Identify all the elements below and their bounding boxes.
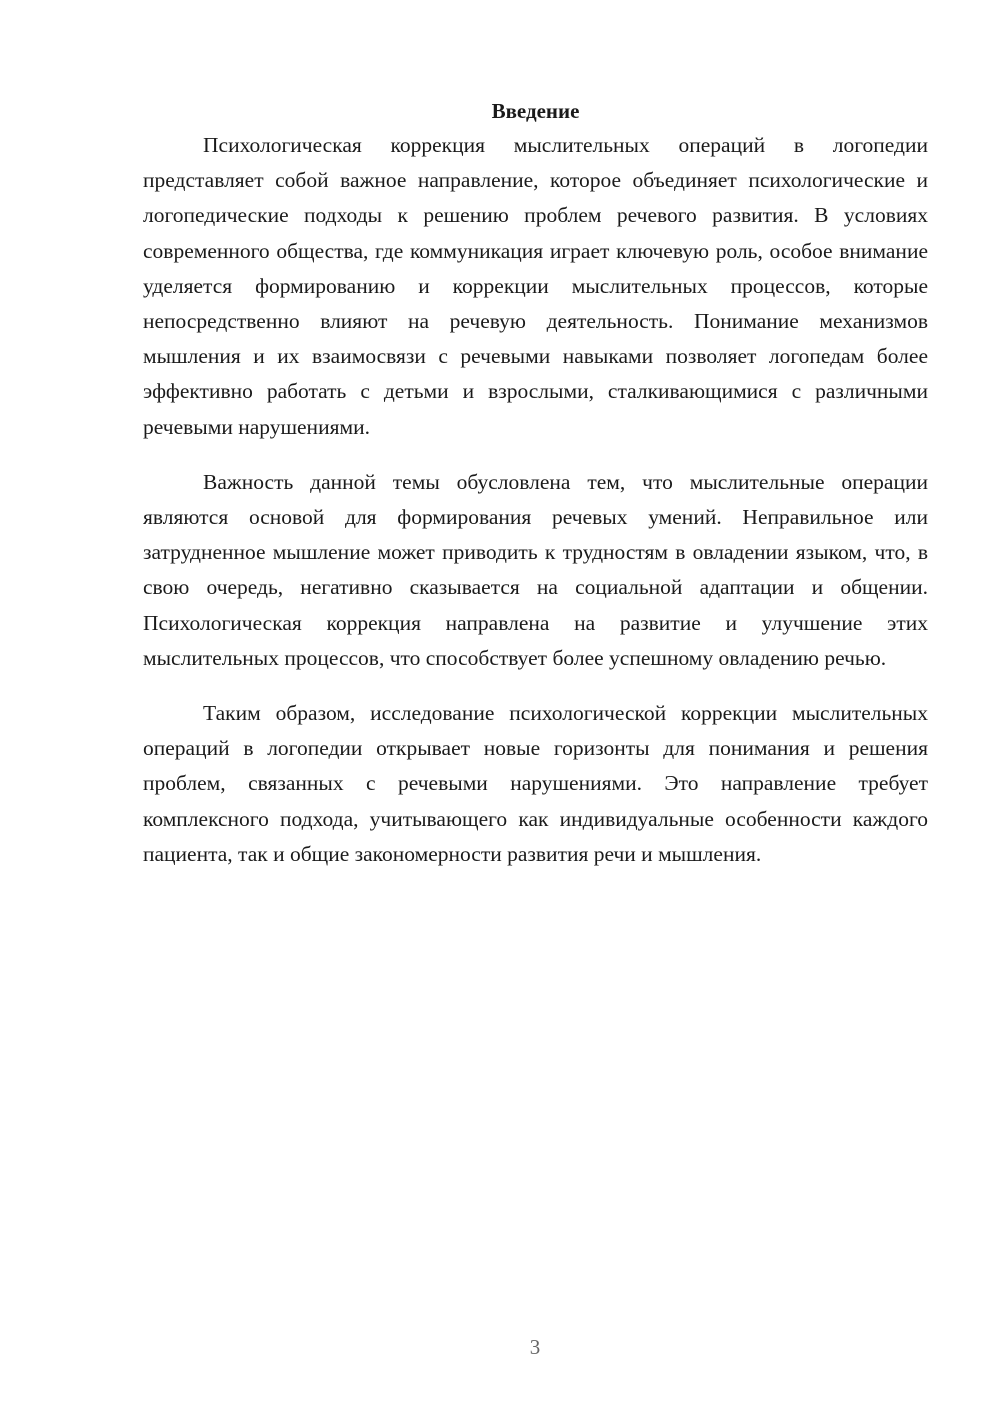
section-title: Введение: [491, 99, 580, 123]
page-content: [143, 96, 928, 892]
paragraph-2: Важность данной темы обусловлена тем, что мыслительные операции являются основой для формирования речевых умений. Неправильное или затрудненное мышление может приводить к трудностям в овладении языком, что, в свою очередь, негативно сказывается на социальной адаптации и общении. Психологическая коррекция направлена на развитие и улучшение этих мыслительных процессов, что способствует более успешному овладению речью.: [143, 469, 928, 670]
paragraph-1: Психологическая коррекция мыслительных операций в логопедии представляет собой важное направление, которое объединяет психологические и логопедические подходы к решению проблем речевого развития. В условиях современного общества, где коммуникация играет ключевую роль, особое внимание уделяется формированию и коррекции мыслительных процессов, которые непосредственно влияют на речевую деятельность. Понимание механизмов мышления и их взаимосвязи с речевыми навыками позволяет логопедам более эффективно работать с детьми и взрослыми, сталкивающимися с различными речевыми нарушениями.: [143, 133, 928, 439]
page-number: 3: [529, 1335, 541, 1359]
paragraph-3: Таким образом, исследование психологической коррекции мыслительных операций в логопедии открывает новые горизонты для понимания и решения проблем, связанных с речевыми нарушениями. Это направление требует комплексного подхода, учитывающего как индивидуальные особенности каждого пациента, так и общие закономерности развития речи и мышления.: [143, 701, 928, 866]
